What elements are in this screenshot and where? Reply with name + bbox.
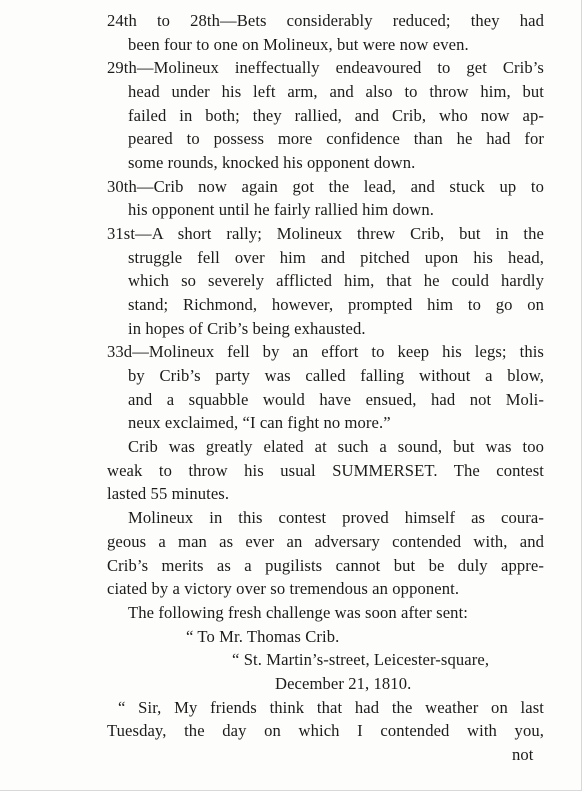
text-line: 31st—A short rally; Molineux threw Crib, but in the (107, 224, 544, 243)
text-line: 29th—Molineux ineffectually endeavoured to get Crib’s (107, 58, 544, 77)
text-line: Crib’s merits as a pugilists cannot but be duly appre- (107, 556, 544, 575)
text-line: Crib was greatly elated at such a sound, but was too (128, 437, 544, 456)
text-line: geous a man as ever an adversary contended with, and (107, 532, 544, 551)
text-line: by Crib’s party was called falling without a blow, (128, 366, 544, 385)
text-line: lasted 55 minutes. (107, 484, 230, 503)
text-line: neux exclaimed, “I can fight no more.” (128, 413, 391, 432)
text-line: ciated by a victory over so tremendous an opponent. (107, 579, 460, 598)
text-line: Molineux in this contest proved himself as coura- (128, 508, 544, 527)
text-line: peared to possess more confidence than he had for (128, 129, 544, 148)
text-line: head under his left arm, and also to throw him, but (128, 82, 544, 101)
text-line: and a squabble would have ensued, had not Moli- (128, 390, 544, 409)
text-line: 30th—Crib now again got the lead, and stuck up to (107, 177, 544, 196)
text-line: failed in both; they rallied, and Crib, who now ap- (128, 106, 544, 125)
text-line: struggle fell over him and pitched upon his head, (128, 248, 544, 267)
text-line: some rounds, knocked his opponent down. (128, 153, 416, 172)
text-line: “ St. Martin’s-street, Leicester-square, (232, 650, 490, 669)
text-line: in hopes of Crib’s being exhausted. (128, 319, 366, 338)
text-line: The following fresh challenge was soon after sent: (128, 603, 468, 622)
text-line: 33d—Molineux fell by an effort to keep his legs; this (107, 342, 544, 361)
text-line: been four to one on Molineux, but were now even. (128, 35, 469, 54)
text-line: which so severely afflicted him, that he could hardly (128, 271, 544, 290)
text-line: not (512, 745, 534, 764)
text-line: Tuesday, the day on which I contended with you, (107, 721, 544, 740)
text-line: “ To Mr. Thomas Crib. (186, 627, 340, 646)
text-line: December 21, 1810. (275, 674, 412, 693)
text-line: stand; Richmond, however, prompted him to go on (128, 295, 544, 314)
text-line: his opponent until he fairly rallied him down. (128, 200, 435, 219)
text-line: “ Sir, My friends think that had the weather on last (118, 698, 544, 717)
text-line: 24th to 28th—Bets considerably reduced; they had (107, 11, 544, 30)
text-line: weak to throw his usual SUMMERSET. The contest (107, 461, 544, 480)
